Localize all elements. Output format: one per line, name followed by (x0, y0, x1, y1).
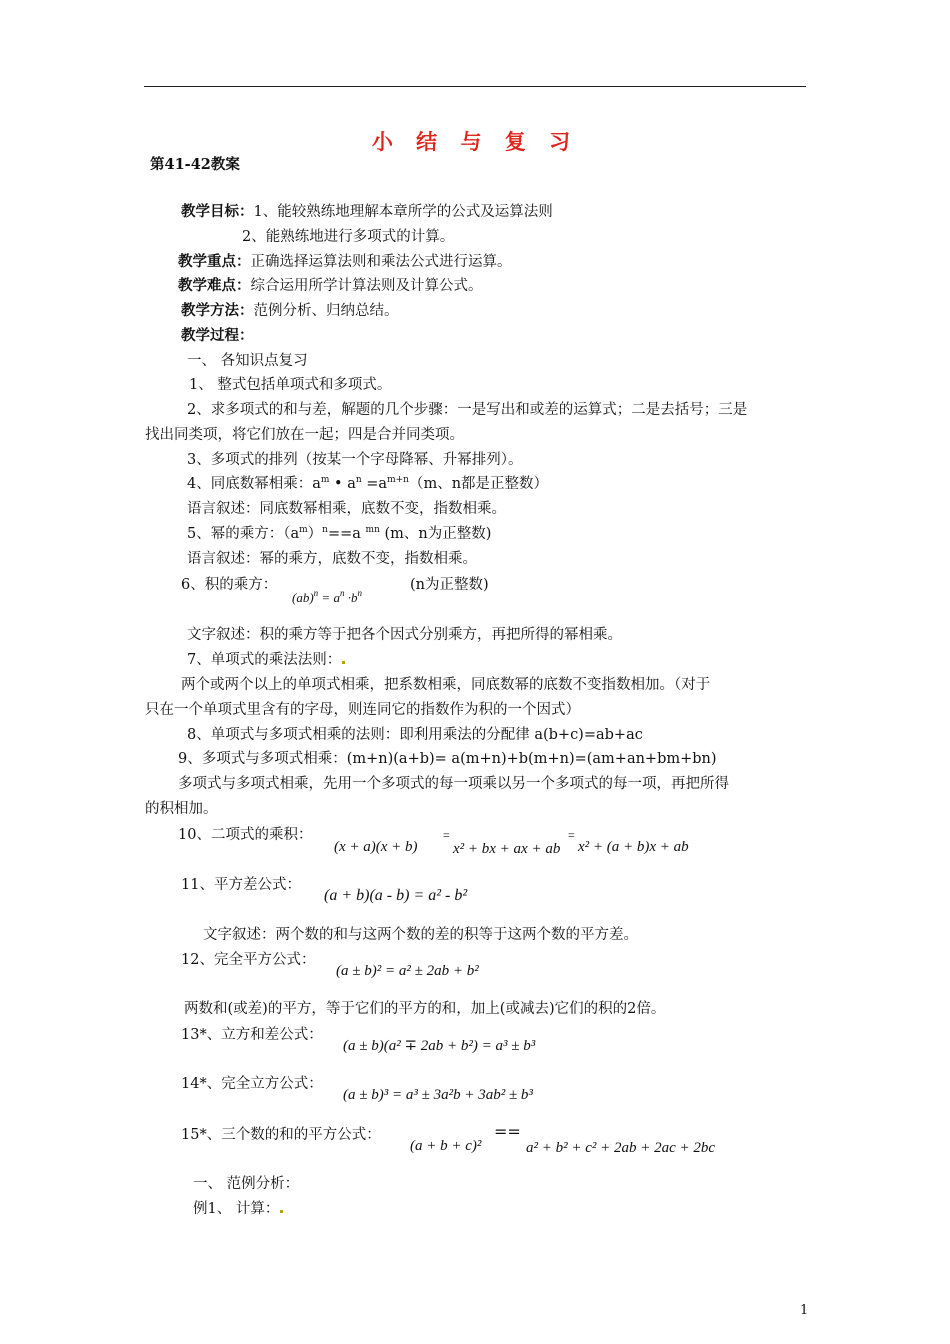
point-9: 9、多项式与多项式相乘：(m+n)(a+b)= a(m+n)+b(m+n)=(am+an+bm+bn) (178, 751, 717, 767)
goals-label: 教学目标： (181, 203, 254, 220)
point-8: 8、单项式与多项式相乘的法则：即利用乘法的分配律 a(b+c)=ab+ac (187, 727, 643, 743)
point-11-description: 文字叙述：两个数的和与这两个数的差的积等于这两个数的平方差。 (203, 927, 638, 943)
formula-binomial-eq-2: = (568, 828, 575, 842)
point-1: 1、 整式包括单项式和多项式。 (189, 377, 392, 393)
formula-difference-of-squares: (a + b)(a - b) = a² - b² (324, 887, 468, 904)
formula-sum-of-cubes: (a ± b)(a² ∓ 2ab + b²) = a³ ± b³ (343, 1038, 536, 1054)
point-2-line-2: 找出同类项，将它们放在一起；四是合并同类项。 (145, 427, 464, 443)
teaching-method (181, 301, 399, 321)
difficulty-label: 教学难点： (178, 277, 251, 294)
process-label: 教学过程： (181, 327, 254, 344)
point-9-line-1: 多项式与多项式相乘，先用一个多项式的每一项乘以另一个多项式的每一项，再把所得 (178, 776, 729, 792)
dot-marker (342, 661, 345, 664)
point-4: 4、同底数幂相乘：$a^m$ • $a^n =a^{m+n}(m$、n都是正整数） (187, 475, 549, 492)
page-number: 1 (800, 1303, 809, 1318)
formula-binomial-lhs: (x + a)(x + b) (334, 839, 418, 855)
point-10-label: 10、二项式的乘积： (178, 827, 313, 843)
dot-marker (280, 1210, 283, 1213)
formula-product-power: $(ab)^n = a^n \cdot b^n$ (292, 588, 362, 605)
formula-trinomial-lhs: (a + b + c)² (410, 1138, 482, 1154)
method-label: 教学方法： (181, 302, 254, 319)
point-7-line-1: 两个或两个以上的单项式相乘，把系数相乘，同底数幂的底数不变指数相加。（对于 (181, 677, 711, 693)
point-11-label: 11、平方差公式： (181, 877, 301, 893)
point-6-condition: (n为正整数) (410, 577, 489, 593)
formula-binomial-mid: x² + bx + ax + ab (453, 841, 561, 857)
formula-trinomial-eq: == (494, 1122, 521, 1141)
lesson-number: 第41-42教案 (150, 156, 240, 173)
point-9-line-2: 的积相加。 (145, 801, 218, 817)
point-7-line-2: 只在一个单项式里含有的字母，则连同它的指数作为积的一个因式） (145, 702, 580, 718)
section-review: 一、 各知识点复习 (187, 353, 308, 369)
formula-perfect-cube: (a ± b)³ = a³ ± 3a²b + 3ab² ± b³ (343, 1087, 533, 1103)
page-title: 小 结 与 复 习 (371, 129, 579, 154)
point-4-description: 语言叙述：同底数幂相乘，底数不变，指数相乘。 (187, 501, 506, 517)
point-3: 3、多项式的排列（按某一个字母降幂、升幂排列）。 (187, 452, 523, 468)
formula-binomial-eq-1: = (443, 828, 450, 842)
key-label: 教学重点： (178, 253, 251, 270)
point-6-description: 文字叙述：积的乘方等于把各个因式分别乘方，再把所得的幂相乘。 (187, 627, 622, 643)
formula-binomial-rhs: x² + (a + b)x + ab (578, 839, 689, 855)
difficulty-text: 综合运用所学计算法则及计算公式。 (250, 278, 483, 294)
point-2-line-1: 2、求多项式的和与差，解题的几个步骤：一是写出和或差的运算式；二是去括号；三是 (187, 402, 748, 418)
point-12-description: 两数和(或差)的平方，等于它们的平方的和，加上(或减去)它们的积的2倍。 (184, 1001, 666, 1017)
header-rule (144, 86, 806, 87)
teaching-goals (181, 202, 553, 222)
key-text: 正确选择运算法则和乘法公式进行运算。 (250, 254, 512, 270)
teaching-key (178, 252, 512, 272)
point-15-label: 15*、三个数的和的平方公式： (181, 1127, 381, 1143)
point-12-label: 12、完全平方公式： (181, 952, 316, 968)
teaching-difficulty (178, 276, 483, 296)
point-6-label: 6、积的乘方： (181, 577, 278, 593)
goals-item-1: 1、能较熟练地理解本章所学的公式及运算法则 (253, 204, 553, 220)
point-7: 7、单项式的乘法法则： (187, 650, 346, 670)
section-examples: 一、 范例分析： (193, 1176, 300, 1192)
point-13-label: 13*、立方和差公式： (181, 1027, 323, 1043)
formula-perfect-square: (a ± b)² = a² ± 2ab + b² (336, 963, 479, 979)
goals-item-2: 2、能熟练地进行多项式的计算。 (242, 229, 455, 245)
method-text: 范例分析、归纳总结。 (253, 303, 399, 319)
point-5-description: 语言叙述：幂的乘方，底数不变，指数相乘。 (187, 551, 477, 567)
point-14-label: 14*、完全立方公式： (181, 1076, 323, 1092)
example-1: 例1、 计算： (193, 1199, 284, 1219)
formula-trinomial-rhs: a² + b² + c² + 2ab + 2ac + 2bc (526, 1140, 716, 1156)
point-5: 5、幂的乘方：$(a^m)^n==a$ $^{mn}$ (m、n为正整数) (187, 525, 492, 542)
